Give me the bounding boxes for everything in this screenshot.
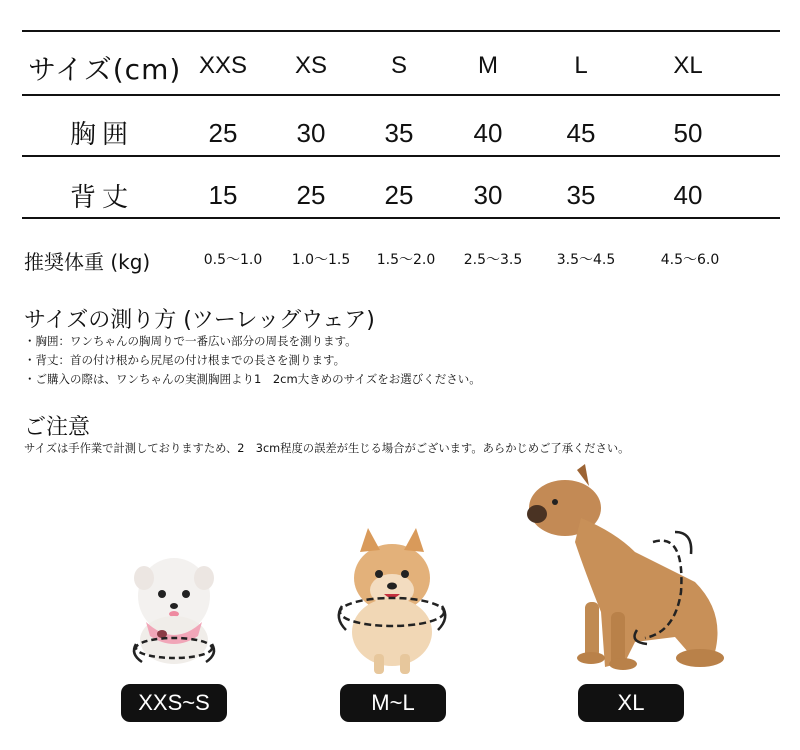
chest-xxs: 25 [208, 118, 238, 148]
back-m: 30 [473, 180, 503, 210]
back-xl: 40 [673, 180, 703, 210]
weight-xl: 4.5～6.0 [660, 252, 720, 268]
back-s: 25 [384, 180, 414, 210]
weight-m: 2.5～3.5 [463, 252, 523, 268]
notice-title: ご注意 [24, 415, 91, 440]
chest-m: 40 [473, 118, 503, 148]
size-xs: XS [294, 52, 327, 79]
back-xxs: 15 [208, 180, 238, 210]
size-m: M [478, 52, 498, 79]
weight-xs: 1.0～1.5 [291, 252, 351, 268]
size-badge-xxs-s: XXS~S [121, 684, 227, 722]
french-bulldog-icon [525, 462, 730, 680]
chest-l: 45 [566, 118, 596, 148]
white-pomeranian-puppy-icon [118, 548, 228, 673]
back-length-label: 背丈 [70, 183, 135, 213]
weight-s: 1.5～2.0 [376, 252, 436, 268]
back-l: 35 [566, 180, 596, 210]
chest-label: 胸囲 [70, 120, 135, 150]
weight-l: 3.5～4.5 [556, 252, 616, 268]
back-xs: 25 [296, 180, 326, 210]
size-s: S [390, 52, 407, 79]
measure-title: サイズの測り方 (ツーレッグウェア) [24, 308, 375, 333]
notice-text: サイズは手作業で計測しておりますため、2 3cm程度の誤差が生じる場合がございます。あらかじめご了承ください。 [24, 442, 630, 455]
table-border-bottom [22, 217, 780, 219]
weight-xxs: 0.5～1.0 [203, 252, 263, 268]
table-divider [22, 94, 780, 96]
chest-xl: 50 [673, 118, 703, 148]
size-header-label: サイズ(cm) [28, 53, 182, 86]
weight-label: 推奨体重 (kg) [24, 250, 151, 274]
table-divider [22, 155, 780, 157]
size-xl: XL [673, 52, 703, 79]
measure-line-chest: ・胸囲：ワンちゃんの胸周りで一番広い部分の周長を測ります。 [24, 334, 357, 348]
measure-line-back: ・背丈：首の付け根から尻尾の付け根までの長さを測ります。 [24, 353, 346, 367]
chest-xs: 30 [296, 118, 326, 148]
pomeranian-icon [330, 522, 455, 677]
size-badge-xl: XL [578, 684, 684, 722]
size-badge-m-l: M~L [340, 684, 446, 722]
size-l: L [574, 52, 588, 79]
size-xxs: XXS [198, 52, 248, 79]
chest-s: 35 [384, 118, 414, 148]
table-border-top [22, 30, 780, 32]
measure-line-advice: ・ご購入の際は、ワンちゃんの実測胸囲より1 2cm大きめのサイズをお選びください。 [24, 372, 481, 386]
